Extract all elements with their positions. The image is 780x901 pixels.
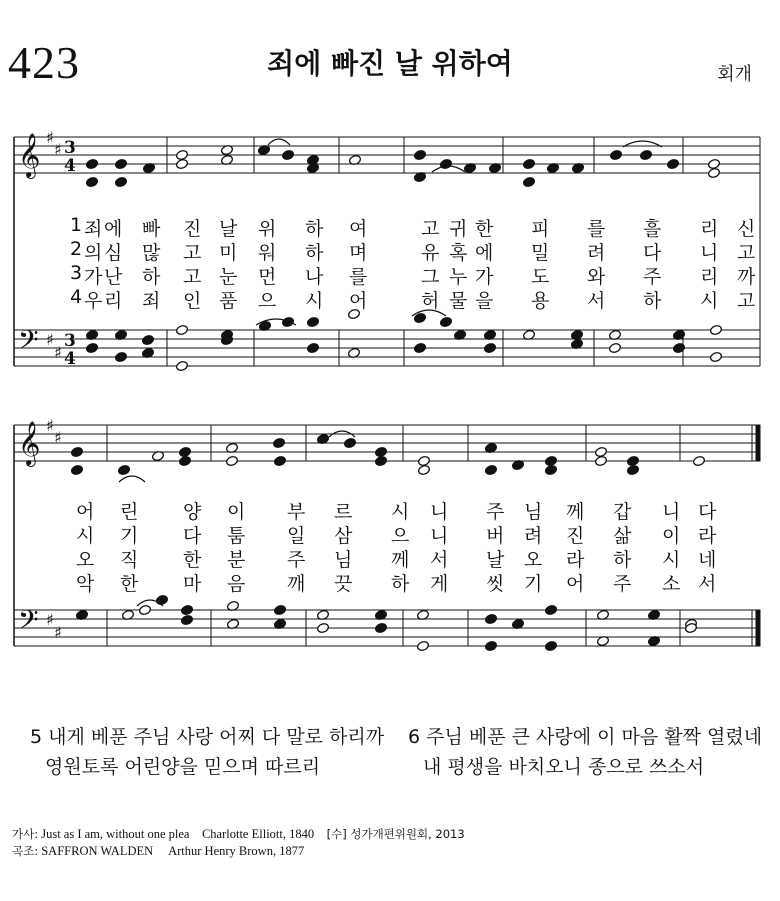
- lyric-syllable: 워: [258, 242, 277, 264]
- lyric-syllable: 다: [643, 242, 662, 264]
- lyric-syllable: 기: [524, 573, 543, 595]
- lyric-line-verse-2-refrain: [0, 521, 780, 545]
- hymn-number: 423: [8, 37, 80, 88]
- lyric-syllable: 위: [258, 218, 277, 240]
- lyric-syllable: 먼: [258, 266, 277, 288]
- lyric-line-verse-3: [0, 262, 780, 286]
- lyric-syllable: 의: [84, 242, 103, 264]
- verse-number: 1: [70, 214, 83, 236]
- lyric-syllable: 리: [700, 218, 719, 240]
- note-head: [70, 446, 83, 457]
- lyric-syllable: 주: [486, 501, 505, 523]
- lyric-syllable: 주: [643, 266, 662, 288]
- sharp-icon: ♯: [54, 428, 62, 447]
- credits: [12, 826, 465, 860]
- note-head: [594, 455, 607, 466]
- lyric-syllable: 부: [287, 501, 306, 523]
- note-head: [175, 149, 188, 160]
- lyrics-author: Charlotte Elliott, 1840: [201, 827, 315, 841]
- lyric-syllable: 고: [183, 242, 202, 264]
- lyric-syllable: 하: [613, 549, 632, 571]
- lyric-syllable: 님: [524, 501, 543, 523]
- time-signature-bottom: 4: [64, 156, 76, 176]
- note-head: [413, 342, 426, 353]
- time-signature-top: 3: [64, 138, 76, 158]
- note-head: [114, 351, 127, 362]
- lyrics-source: Just as I am, without one plea: [41, 827, 190, 841]
- lyric-line-verse-1: [0, 214, 780, 238]
- lyric-syllable: 깨: [287, 573, 306, 595]
- lyric-syllable: 에: [104, 218, 123, 240]
- note-head: [180, 614, 193, 625]
- lyric-syllable: 시: [700, 290, 719, 312]
- lyric-syllable: 버: [486, 525, 505, 547]
- lyric-syllable: 니: [662, 501, 681, 523]
- tune-author: Arthur Henry Brown, 1877: [168, 844, 305, 858]
- lyric-syllable: 이: [227, 501, 246, 523]
- note-head: [225, 455, 238, 466]
- tune-name: SAFFRON WALDEN: [41, 844, 154, 858]
- lyric-syllable: 툼: [227, 525, 246, 547]
- lyric-syllable: 소: [662, 573, 681, 595]
- lyric-syllable: 삼: [334, 525, 353, 547]
- note-head: [85, 176, 98, 187]
- lyric-syllable: 품: [219, 290, 238, 312]
- note-head: [609, 149, 622, 160]
- note-head: [484, 640, 497, 651]
- sharp-icon: ♯: [46, 416, 54, 435]
- verse-5: [30, 722, 384, 782]
- lyric-syllable: 고: [737, 290, 756, 312]
- lyric-syllable: 께: [391, 549, 410, 571]
- note-head: [413, 149, 426, 160]
- note-head: [155, 594, 168, 605]
- lyric-line-verse-4-refrain: [0, 569, 780, 593]
- lyric-syllable: 하: [142, 266, 161, 288]
- lyric-syllable: 일: [287, 525, 306, 547]
- lyric-syllable: 음: [227, 573, 246, 595]
- lyric-syllable: 서: [698, 573, 717, 595]
- lyric-syllable: 진: [566, 525, 585, 547]
- lyric-syllable: 께: [566, 501, 585, 523]
- lyric-syllable: 다: [183, 525, 202, 547]
- lyric-syllable: 진: [183, 218, 202, 240]
- lyric-syllable: 한: [183, 549, 202, 571]
- lyric-syllable: 물: [449, 290, 468, 312]
- note-head: [374, 446, 387, 457]
- verse-5-line-2: 영원토록 어린양을 믿으며 따르리: [45, 756, 321, 778]
- note-head: [117, 464, 130, 475]
- lyric-syllable: 리: [104, 290, 123, 312]
- note-head: [484, 613, 497, 624]
- note-head: [707, 158, 720, 169]
- lyric-syllable: 니: [430, 525, 449, 547]
- time-signature-bottom: 4: [64, 349, 76, 369]
- lyric-syllable: 악: [76, 573, 95, 595]
- final-barline-thick: [756, 425, 760, 461]
- lyric-syllable: 라: [566, 549, 585, 571]
- lyric-syllable: 를: [349, 266, 368, 288]
- note-head: [522, 158, 535, 169]
- lyric-syllable: 네: [698, 549, 717, 571]
- sharp-icon: ♯: [46, 128, 54, 147]
- lyric-syllable: 갑: [613, 501, 632, 523]
- note-head: [138, 604, 151, 615]
- lyric-syllable: 을: [475, 290, 494, 312]
- lyric-syllable: 서: [430, 549, 449, 571]
- note-head: [85, 158, 98, 169]
- lyric-syllable: 오: [524, 549, 543, 571]
- note-head: [281, 149, 294, 160]
- verse-5-line-1: 5 내게 베푼 주님 사랑 어찌 다 말로 하리까: [30, 726, 385, 748]
- note-head: [70, 464, 83, 475]
- note-head: [626, 455, 639, 466]
- lyric-syllable: 어: [349, 290, 368, 312]
- slur: [119, 476, 145, 482]
- note-head: [273, 604, 286, 615]
- lyric-syllable: 흘: [643, 218, 662, 240]
- note-head: [522, 176, 535, 187]
- note-head: [316, 622, 329, 633]
- lyric-syllable: 죄: [84, 218, 103, 240]
- lyric-syllable: 우: [84, 290, 103, 312]
- lyric-syllable: 주: [287, 549, 306, 571]
- note-head: [707, 167, 720, 178]
- verse-number: 3: [70, 262, 83, 284]
- lyric-syllable: 밀: [531, 242, 550, 264]
- sharp-icon: ♯: [54, 140, 62, 159]
- verse-number: 4: [70, 286, 83, 308]
- lyric-syllable: 다: [698, 501, 717, 523]
- lyric-syllable: 하: [643, 290, 662, 312]
- lyric-syllable: 한: [120, 573, 139, 595]
- note-head: [281, 316, 294, 327]
- lyric-syllable: 서: [587, 290, 606, 312]
- note-head: [178, 455, 191, 466]
- lyric-line-verse-1-refrain: [0, 497, 780, 521]
- note-head: [626, 464, 639, 475]
- note-head: [175, 158, 188, 169]
- lyric-syllable: 어: [566, 573, 585, 595]
- note-head: [417, 464, 430, 475]
- lyric-syllable: 시: [662, 549, 681, 571]
- lyric-syllable: 나: [305, 266, 324, 288]
- lyric-syllable: 심: [104, 242, 123, 264]
- lyric-syllable: 누: [449, 266, 468, 288]
- lyric-syllable: 귀: [449, 218, 468, 240]
- lyric-syllable: 시: [76, 525, 95, 547]
- lyric-line-verse-2: [0, 238, 780, 262]
- lyric-syllable: 양: [183, 501, 202, 523]
- verse-number: 2: [70, 238, 83, 260]
- sharp-icon: ♯: [46, 330, 54, 349]
- lyric-syllable: 고: [737, 242, 756, 264]
- lyric-syllable: 고: [183, 266, 202, 288]
- lyric-line-verse-4: [0, 286, 780, 310]
- note-head: [672, 342, 685, 353]
- note-head: [544, 464, 557, 475]
- lyric-syllable: 시: [305, 290, 324, 312]
- note-head: [343, 437, 356, 448]
- lyric-syllable: 라: [698, 525, 717, 547]
- lyric-syllable: 이: [662, 525, 681, 547]
- note-head: [374, 455, 387, 466]
- lyric-syllable: 기: [120, 525, 139, 547]
- lyric-syllable: 여: [349, 218, 368, 240]
- note-head: [85, 342, 98, 353]
- note-head: [374, 622, 387, 633]
- lyrics-translation: [수] 성가개편위원회, 2013: [326, 827, 465, 841]
- note-head: [639, 149, 652, 160]
- treble-clef: 𝄞: [18, 133, 41, 177]
- sharp-icon: ♯: [46, 610, 54, 629]
- lyric-syllable: 르: [334, 501, 353, 523]
- lyric-syllable: 으: [258, 290, 277, 312]
- note-head: [666, 158, 679, 169]
- lyric-syllable: 빠: [142, 218, 161, 240]
- lyric-syllable: 하: [391, 573, 410, 595]
- lyric-syllable: 용: [531, 290, 550, 312]
- lyric-syllable: 날: [219, 218, 238, 240]
- lyric-syllable: 분: [227, 549, 246, 571]
- note-head: [417, 455, 430, 466]
- note-head: [709, 324, 722, 335]
- verse-6-line-2: 내 평생을 바치오니 종으로 쓰소서: [423, 756, 705, 778]
- lyric-syllable: 유: [421, 242, 440, 264]
- lyric-syllable: 허: [421, 290, 440, 312]
- sharp-icon: ♯: [54, 343, 62, 362]
- lyric-syllable: 으: [391, 525, 410, 547]
- lyric-syllable: 마: [183, 573, 202, 595]
- lyric-syllable: 시: [391, 501, 410, 523]
- lyric-syllable: 인: [183, 290, 202, 312]
- note-head: [484, 464, 497, 475]
- lyric-syllable: 님: [334, 549, 353, 571]
- lyric-syllable: 도: [531, 266, 550, 288]
- note-head: [439, 316, 452, 327]
- lyric-syllable: 하: [305, 218, 324, 240]
- lyric-syllable: 니: [430, 501, 449, 523]
- lyric-syllable: 그: [421, 266, 440, 288]
- lyric-syllable: 직: [120, 549, 139, 571]
- lyric-syllable: 니: [700, 242, 719, 264]
- lyric-syllable: 가: [84, 266, 103, 288]
- lyric-syllable: 리: [700, 266, 719, 288]
- lyric-syllable: 씻: [486, 573, 505, 595]
- lyric-syllable: 게: [430, 573, 449, 595]
- lyric-line-verse-3-refrain: [0, 545, 780, 569]
- treble-clef: 𝄞: [18, 421, 41, 465]
- note-head: [273, 455, 286, 466]
- sharp-icon: ♯: [54, 623, 62, 642]
- note-head: [180, 604, 193, 615]
- note-head: [692, 455, 705, 466]
- time-signature-top: 3: [64, 331, 76, 351]
- lyric-syllable: 날: [486, 549, 505, 571]
- lyric-syllable: 며: [349, 242, 368, 264]
- note-head: [483, 342, 496, 353]
- lyrics-credit: [12, 826, 465, 843]
- lyric-syllable: 에: [475, 242, 494, 264]
- lyric-syllable: 난: [104, 266, 123, 288]
- note-head: [306, 342, 319, 353]
- lyric-syllable: 어: [76, 501, 95, 523]
- lyric-syllable: 많: [142, 242, 161, 264]
- note-head: [544, 640, 557, 651]
- note-head: [114, 158, 127, 169]
- lyric-syllable: 한: [475, 218, 494, 240]
- note-head: [608, 342, 621, 353]
- lyric-syllable: 주: [613, 573, 632, 595]
- bass-clef: 𝄢: [18, 324, 39, 362]
- lyric-syllable: 미: [219, 242, 238, 264]
- verse-6-line-1: 6 주님 베푼 큰 사랑에 이 마음 활짝 열렸네: [408, 726, 763, 748]
- lyric-syllable: 오: [76, 549, 95, 571]
- hymn-category: 회개: [717, 64, 752, 85]
- lyric-syllable: 죄: [142, 290, 161, 312]
- note-head: [544, 455, 557, 466]
- tune-credit: [12, 843, 465, 860]
- lyrics-label: 가사:: [12, 827, 39, 841]
- lyric-syllable: 린: [120, 501, 139, 523]
- lyric-syllable: 혹: [449, 242, 468, 264]
- note-head: [175, 360, 188, 371]
- lyric-syllable: 려: [524, 525, 543, 547]
- lyric-syllable: 피: [531, 218, 550, 240]
- lyric-syllable: 삶: [613, 525, 632, 547]
- note-head: [114, 176, 127, 187]
- note-head: [272, 437, 285, 448]
- lyric-syllable: 하: [305, 242, 324, 264]
- lyric-syllable: 눈: [219, 266, 238, 288]
- lyric-syllable: 고: [421, 218, 440, 240]
- bass-clef: 𝄢: [18, 604, 39, 642]
- lyric-syllable: 가: [475, 266, 494, 288]
- verse-6: [408, 722, 762, 782]
- final-barline-thick: [756, 610, 760, 646]
- note-head: [416, 640, 429, 651]
- lyric-syllable: 와: [587, 266, 606, 288]
- lyric-syllable: 려: [587, 242, 606, 264]
- note-head: [544, 604, 557, 615]
- hymn-title: 죄에 빠진 날 위하여: [267, 47, 513, 80]
- note-head: [439, 158, 452, 169]
- lyric-syllable: 까: [737, 266, 756, 288]
- lyric-syllable: 끗: [334, 573, 353, 595]
- tune-label: 곡조:: [12, 844, 39, 858]
- lyric-syllable: 신: [737, 218, 756, 240]
- note-head: [594, 446, 607, 457]
- note-head: [709, 351, 722, 362]
- lyric-syllable: 를: [587, 218, 606, 240]
- note-head: [178, 446, 191, 457]
- note-head: [141, 334, 154, 345]
- note-head: [306, 316, 319, 327]
- note-head: [175, 324, 188, 335]
- slur: [268, 139, 290, 145]
